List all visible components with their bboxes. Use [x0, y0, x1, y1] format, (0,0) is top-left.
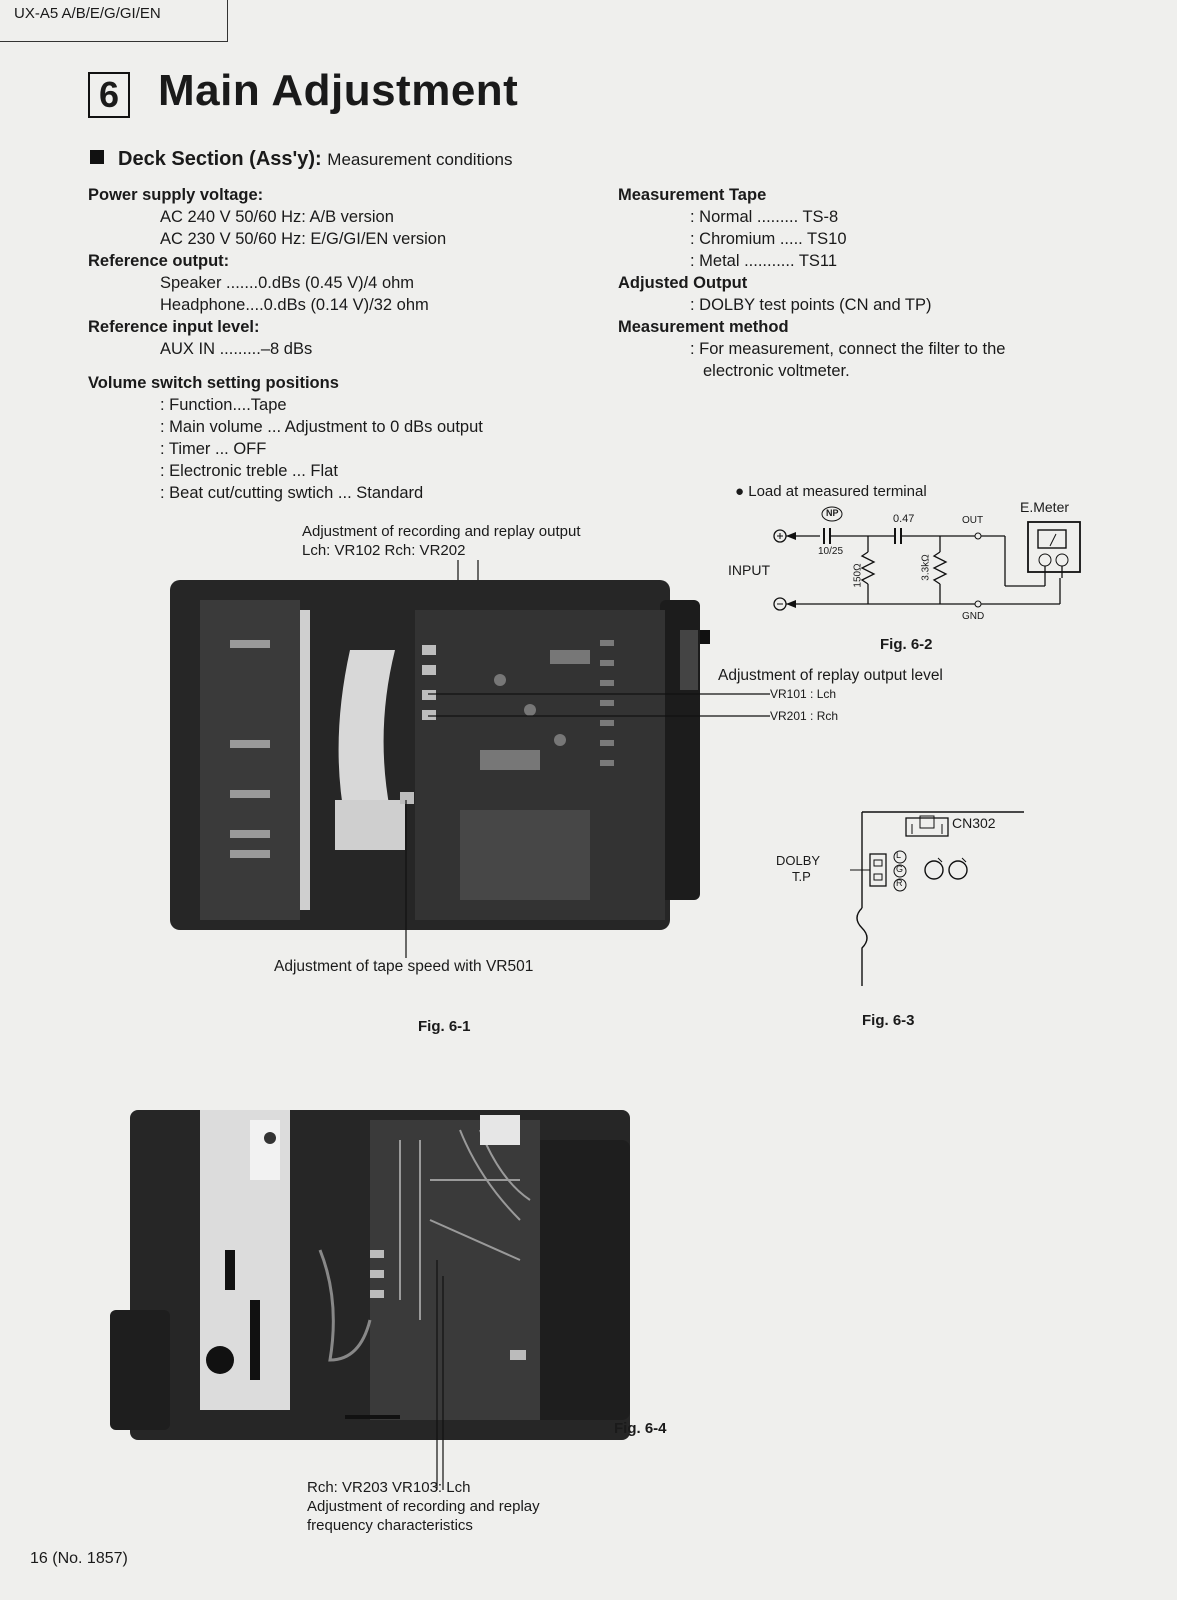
volume-heading: Volume switch setting positions	[88, 374, 339, 392]
volume-line-3: : Timer ... OFF	[160, 440, 267, 458]
fig2-cap2-value: 10/25	[818, 546, 844, 557]
fig3-l-label: L	[896, 850, 902, 860]
ref-output-line-2: Headphone....0.dBs (0.14 V)/32 ohm	[160, 296, 429, 314]
adjusted-line-1: : DOLBY test points (CN and TP)	[690, 296, 932, 314]
volume-line-2: : Main volume ... Adjustment to 0 dBs output	[160, 418, 483, 436]
volume-line-1: : Function....Tape	[160, 396, 287, 414]
adjusted-heading: Adjusted Output	[618, 274, 748, 292]
page-number: 16 (No. 1857)	[30, 1550, 128, 1567]
power-line-1: AC 240 V 50/60 Hz: A/B version	[160, 208, 394, 226]
bullet-square-icon	[90, 150, 104, 164]
fig2-note: ● Load at measured terminal	[735, 483, 927, 500]
fig3-cn302-label: CN302	[952, 815, 996, 831]
power-line-2: AC 230 V 50/60 Hz: E/G/GI/EN version	[160, 230, 447, 248]
replay-title: Adjustment of replay output level	[718, 667, 943, 684]
fig2-np-label: NP	[826, 508, 839, 518]
fig3-r-label: R	[896, 878, 903, 888]
fig4-label-3: frequency characteristics	[307, 1517, 473, 1534]
section-number: 6	[88, 72, 130, 118]
method-line-1: : For measurement, connect the filter to the	[690, 340, 1006, 358]
fig2-resistor-3k3: 3.3kΩ	[920, 554, 932, 581]
fig3-g-label: G	[896, 864, 904, 874]
fig3-caption: Fig. 6-3	[862, 1012, 915, 1029]
fig2-resistor-150: 150Ω	[852, 563, 864, 588]
fig2-gnd-label: GND	[962, 611, 985, 622]
ref-input-line-1: AUX IN .........–8 dBs	[160, 340, 313, 358]
tape-heading: Measurement Tape	[618, 186, 767, 204]
deck-section-heading	[90, 148, 513, 171]
fig2-out-label: OUT	[962, 515, 984, 526]
fig1-bottom-label: Adjustment of tape speed with VR501	[274, 958, 534, 975]
fig2-cap-value: 0.47	[893, 513, 915, 525]
conditions-left	[88, 184, 608, 504]
deck-subtitle: Measurement conditions	[327, 150, 513, 169]
volume-line-4: : Electronic treble ... Flat	[160, 462, 338, 480]
fig2-meter-label: E.Meter	[1020, 499, 1070, 515]
ref-output-heading: Reference output:	[88, 252, 230, 270]
power-heading: Power supply voltage:	[88, 186, 264, 204]
page-title: Main Adjustment	[158, 66, 519, 115]
ref-output-line-1: Speaker .......0.dBs (0.45 V)/4 ohm	[160, 274, 415, 292]
fig3-dolby-label-2: T.P	[792, 869, 811, 884]
method-heading: Measurement method	[618, 318, 789, 336]
fig2-caption: Fig. 6-2	[880, 636, 933, 653]
fig4-photo	[100, 1100, 680, 1490]
ref-input-heading: Reference input level:	[88, 318, 260, 336]
method-line-2: electronic voltmeter.	[703, 362, 850, 380]
fig4-caption: Fig. 6-4	[614, 1420, 667, 1437]
replay-vr201: VR201 : Rch	[770, 709, 839, 723]
tape-line-2: : Chromium ..... TS10	[690, 230, 847, 248]
fig2-input-label: INPUT	[728, 562, 770, 578]
fig4-label-1: Rch: VR203 VR103: Lch	[307, 1479, 471, 1496]
tape-line-3: : Metal ........... TS11	[690, 252, 838, 270]
tape-line-1: : Normal ......... TS-8	[690, 208, 839, 226]
conditions-right	[618, 184, 1118, 382]
fig1-top-label-2: Lch: VR102 Rch: VR202	[302, 542, 466, 559]
deck-title: Deck Section (Ass'y):	[118, 148, 322, 170]
replay-vr101: VR101 : Lch	[770, 687, 837, 701]
volume-line-5: : Beat cut/cutting swtich ... Standard	[160, 484, 424, 502]
fig1-caption: Fig. 6-1	[418, 1018, 471, 1035]
fig4-label-2: Adjustment of recording and replay	[307, 1498, 540, 1515]
fig1-top-label-1: Adjustment of recording and replay output	[302, 523, 581, 540]
model-header: UX-A5 A/B/E/G/GI/EN	[0, 0, 228, 42]
fig3-dolby-label-1: DOLBY	[776, 853, 821, 868]
